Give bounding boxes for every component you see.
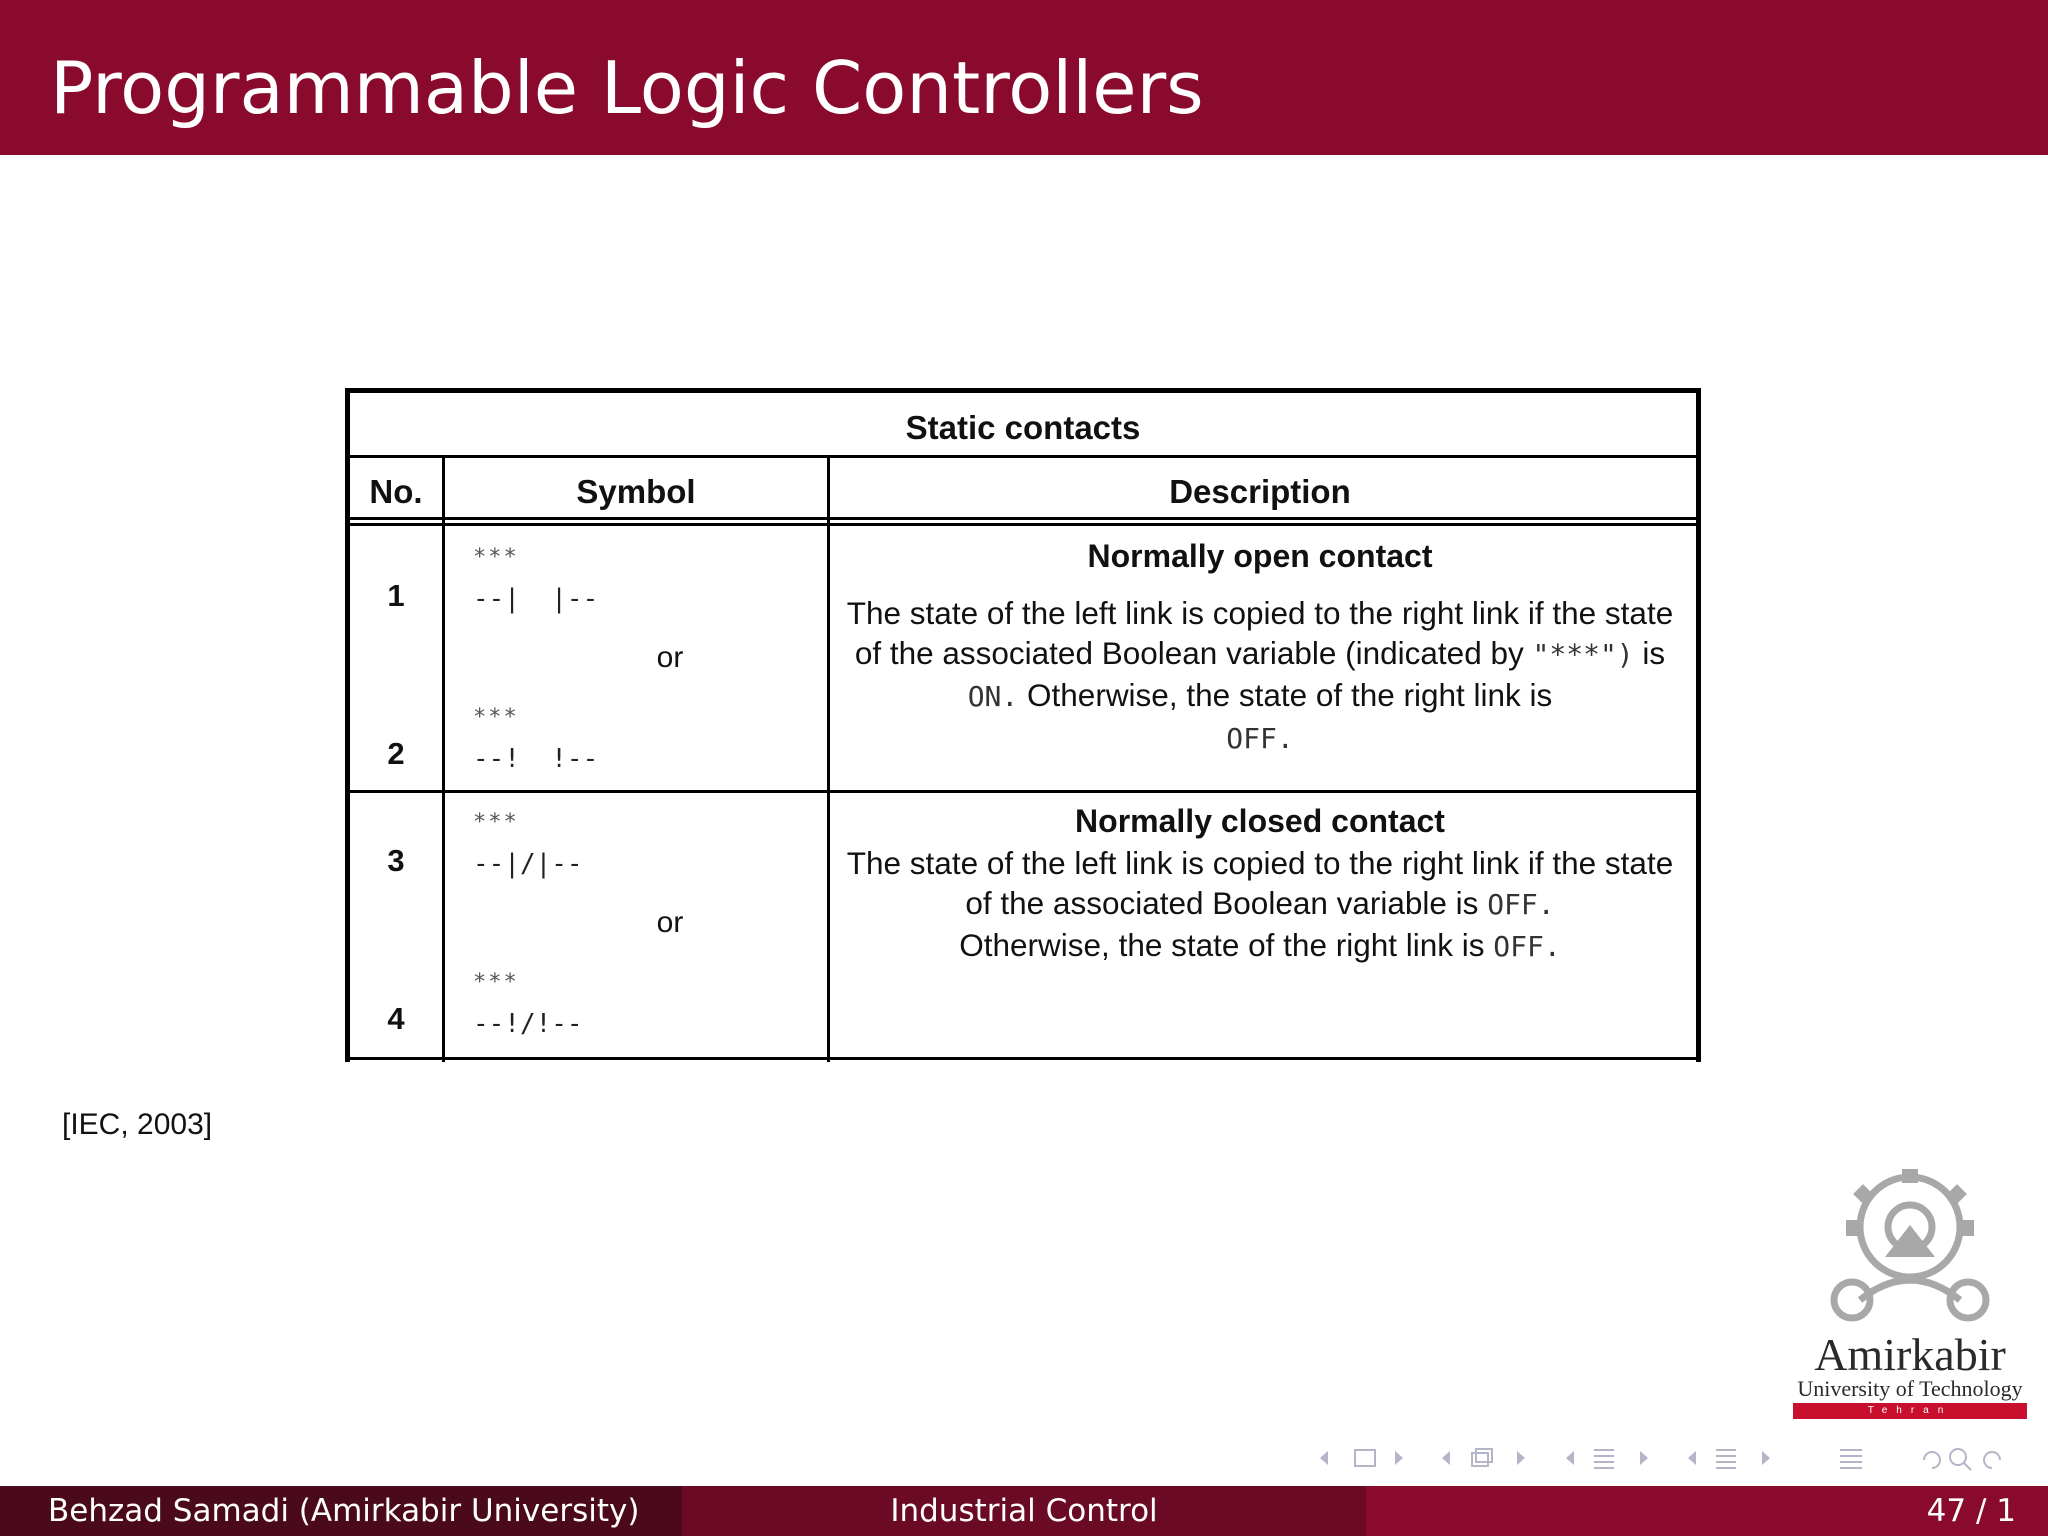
table-divider [442,458,445,1062]
table-divider [350,517,1696,520]
row-number: 3 [387,843,405,878]
logo-emblem-icon [1790,1165,2030,1330]
column-header-symbol: Symbol [576,473,696,510]
description-title: Normally closed contact [1075,803,1445,839]
description-text [830,593,1690,759]
description-title: Normally open contact [1087,538,1433,574]
slide-header [0,0,2048,155]
description-part: is [1633,635,1666,671]
description-part: Otherwise, the state of the right link is [959,927,1485,963]
nav-section-icon[interactable] [1566,1450,1648,1468]
logo-name: Amirkabir [1814,1329,2006,1380]
logo-bar: Tehran Polytechnic [1793,1403,2027,1419]
slide-title: Programmable Logic Controllers [50,46,1204,130]
or-label: or [656,641,684,674]
nav-frame-icon[interactable] [1320,1450,1403,1466]
contact-variable: *** [473,970,519,995]
slide-footer [0,1486,2048,1536]
nav-subsection-icon[interactable] [1442,1449,1525,1466]
table-divider [350,1057,1696,1060]
contact-symbol: --!/!-- [473,1009,583,1039]
table-divider [350,523,1696,526]
contact-variable: *** [473,545,519,570]
description-part: The state of the left link is copied to the right link if the state of the associated Boolean variable is [846,845,1674,921]
description-code: ON. [967,680,1019,713]
nav-search-icon[interactable] [1924,1449,2000,1470]
table-divider [350,455,1696,458]
footer-author: Behzad Samadi (Amirkabir University) [0,1486,682,1536]
table-title: Static contacts [905,409,1141,446]
column-header-description: Description [1169,473,1351,510]
university-logo [1790,1165,2030,1432]
contact-symbol: --|/|-- [473,849,583,879]
contact-symbol: --! !-- [473,744,599,774]
table-divider [350,790,1696,793]
description-code: OFF. [1487,888,1555,921]
row-number: 4 [387,1001,405,1036]
description-code: OFF. [1226,722,1294,755]
column-header-no: No. [369,473,423,510]
logo-subtitle: University of Technology [1797,1376,2023,1401]
nav-slide-icon[interactable] [1688,1450,1770,1468]
contact-symbol: --| |-- [473,584,599,614]
description-part: Otherwise, the state of the right link is [1018,677,1553,713]
contact-variable: *** [473,810,519,835]
beamer-navigation [1310,1438,2030,1478]
description-code: OFF. [1493,930,1561,963]
static-contacts-table [345,388,1701,1062]
row-number: 1 [387,578,405,613]
footer-course: Industrial Control [682,1486,1366,1536]
description-text [830,843,1690,967]
footer-page-number: 47 / 1 [1366,1486,2048,1536]
contact-variable: *** [473,705,519,730]
row-number: 2 [387,736,405,771]
description-code: "***") [1532,638,1634,671]
nav-toc-icon[interactable] [1840,1450,1862,1468]
citation: [IEC, 2003] [62,1108,213,1141]
or-label: or [656,906,684,939]
description-part: The state of the left link is copied to the right link if the state of the associated Boolean variable (indicated by [846,595,1674,671]
